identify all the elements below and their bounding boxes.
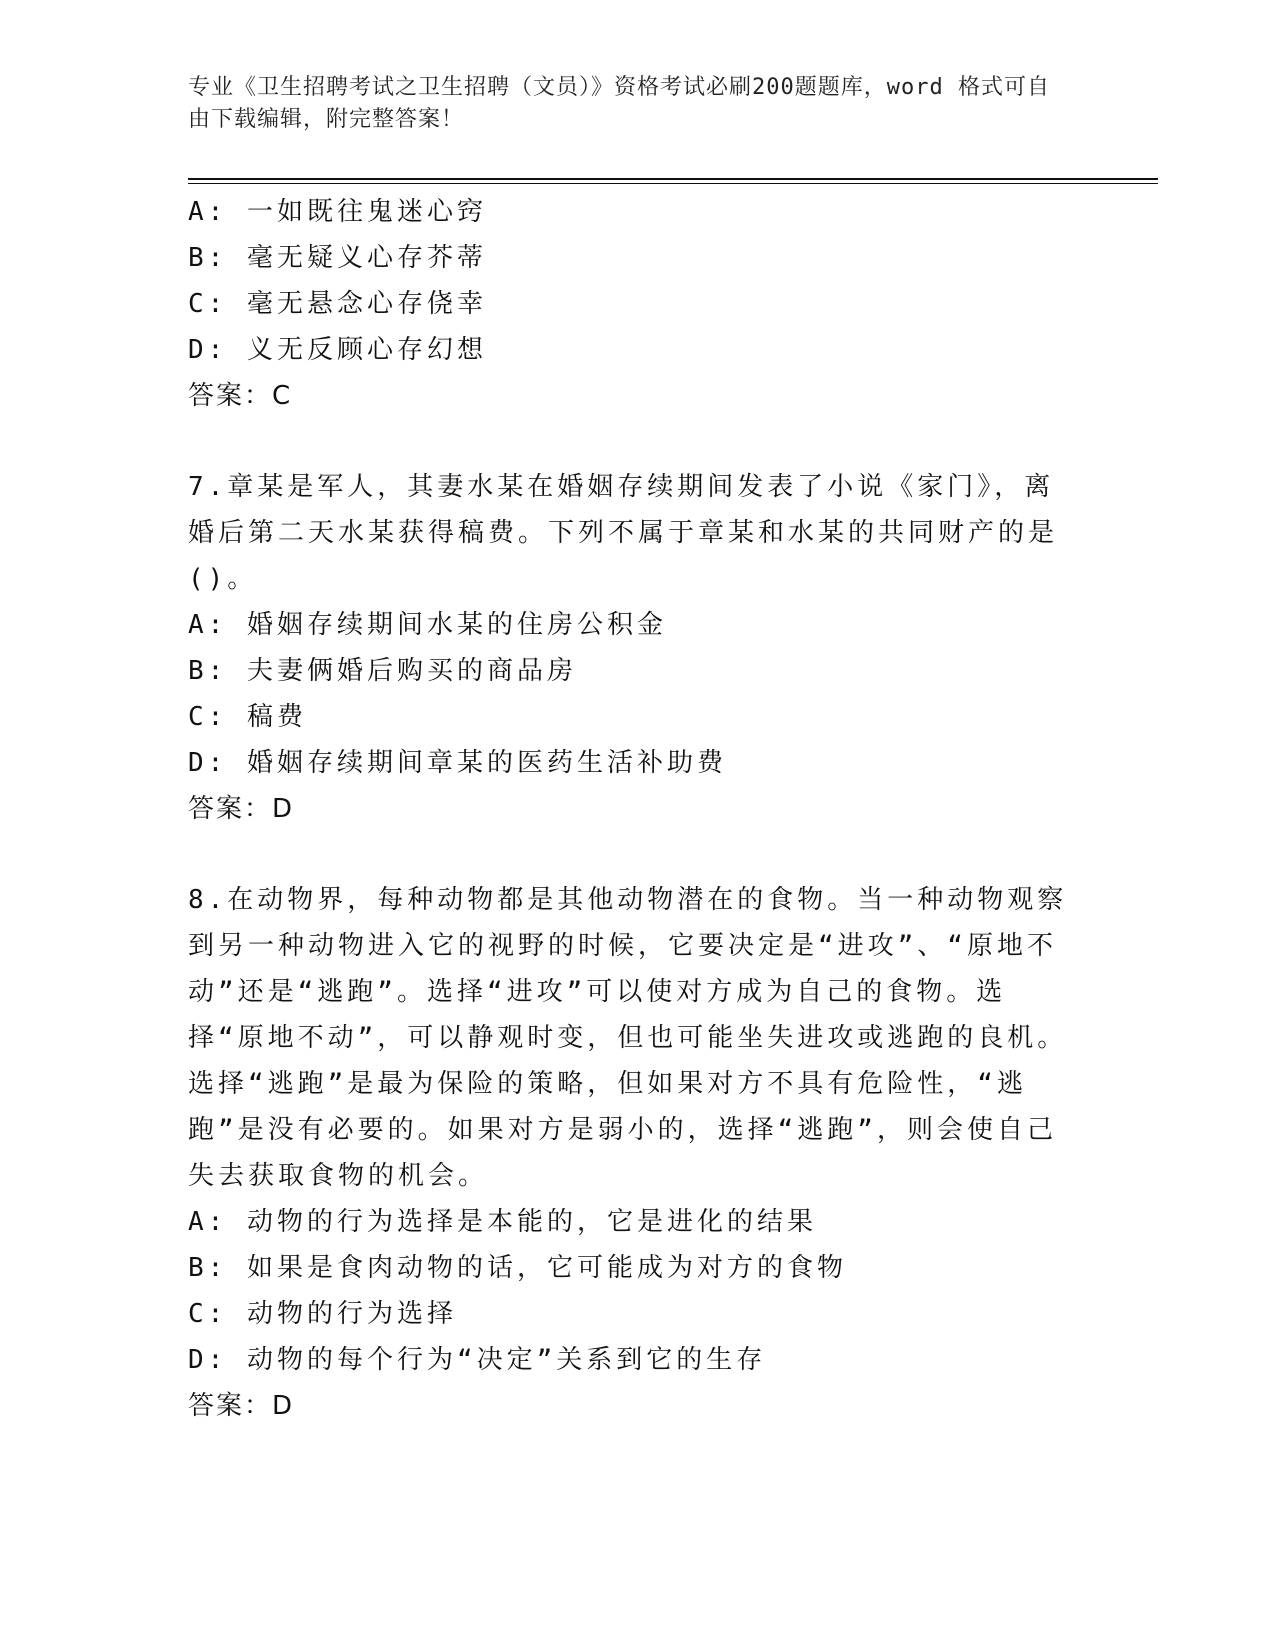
question-8-block [188,877,1068,1429]
option-a: A: 一如既往鬼迷心窍 [188,197,487,227]
answer-line: 答案：C [188,381,293,411]
spacer [188,832,1068,877]
question-content [188,189,1068,1429]
option-b: B: 毫无疑义心存芥蒂 [188,243,487,273]
option-a: A: 动物的行为选择是本能的，它是进化的结果 [188,1207,817,1237]
option-b: B: 如果是食肉动物的话，它可能成为对方的食物 [188,1253,847,1283]
previous-question-block [188,189,1068,419]
question-stem: 8.在动物界，每种动物都是其他动物潜在的食物。当一种动物观察到另一种动物进入它的视野的时候，它要决定是“进攻”、“原地不动”还是“逃跑”。选择“进攻”可以使对方成为自己的食物。选择“原地不动”，可以静观时变，但也可能坐失进攻或逃跑的良机。选择“逃跑”是最为保险的策略，但如果对方不具有危险性，“逃跑”是没有必要的。如果对方是弱小的，选择“逃跑”，则会使自己失去获取食物的机会。 [188,885,1068,1191]
option-d: D: 动物的每个行为“决定”关系到它的生存 [188,1345,767,1375]
option-b: B: 夫妻俩婚后购买的商品房 [188,656,577,686]
spacer [188,419,1068,464]
option-a: A: 婚姻存续期间水某的住房公积金 [188,610,667,640]
option-c: C: 毫无悬念心存侥幸 [188,289,487,319]
option-d: D: 义无反顾心存幻想 [188,335,487,365]
option-c: C: 稿费 [188,702,307,732]
document-header: 专业《卫生招聘考试之卫生招聘（文员）》资格考试必刷200题题库，word 格式可自由下载编辑，附完整答案！ [188,75,1050,132]
option-c: C: 动物的行为选择 [188,1299,457,1329]
question-stem: 7.章某是军人，其妻水某在婚姻存续期间发表了小说《家门》，离婚后第二天水某获得稿费。下列不属于章某和水某的共同财产的是()。 [188,472,1059,594]
option-d: D: 婚姻存续期间章某的医药生活补助费 [188,748,727,778]
answer-line: 答案：D [188,1391,295,1421]
header-divider-thin [188,183,1158,184]
question-7-block [188,464,1068,832]
header-divider-thick [188,178,1158,180]
answer-line: 答案：D [188,794,295,824]
